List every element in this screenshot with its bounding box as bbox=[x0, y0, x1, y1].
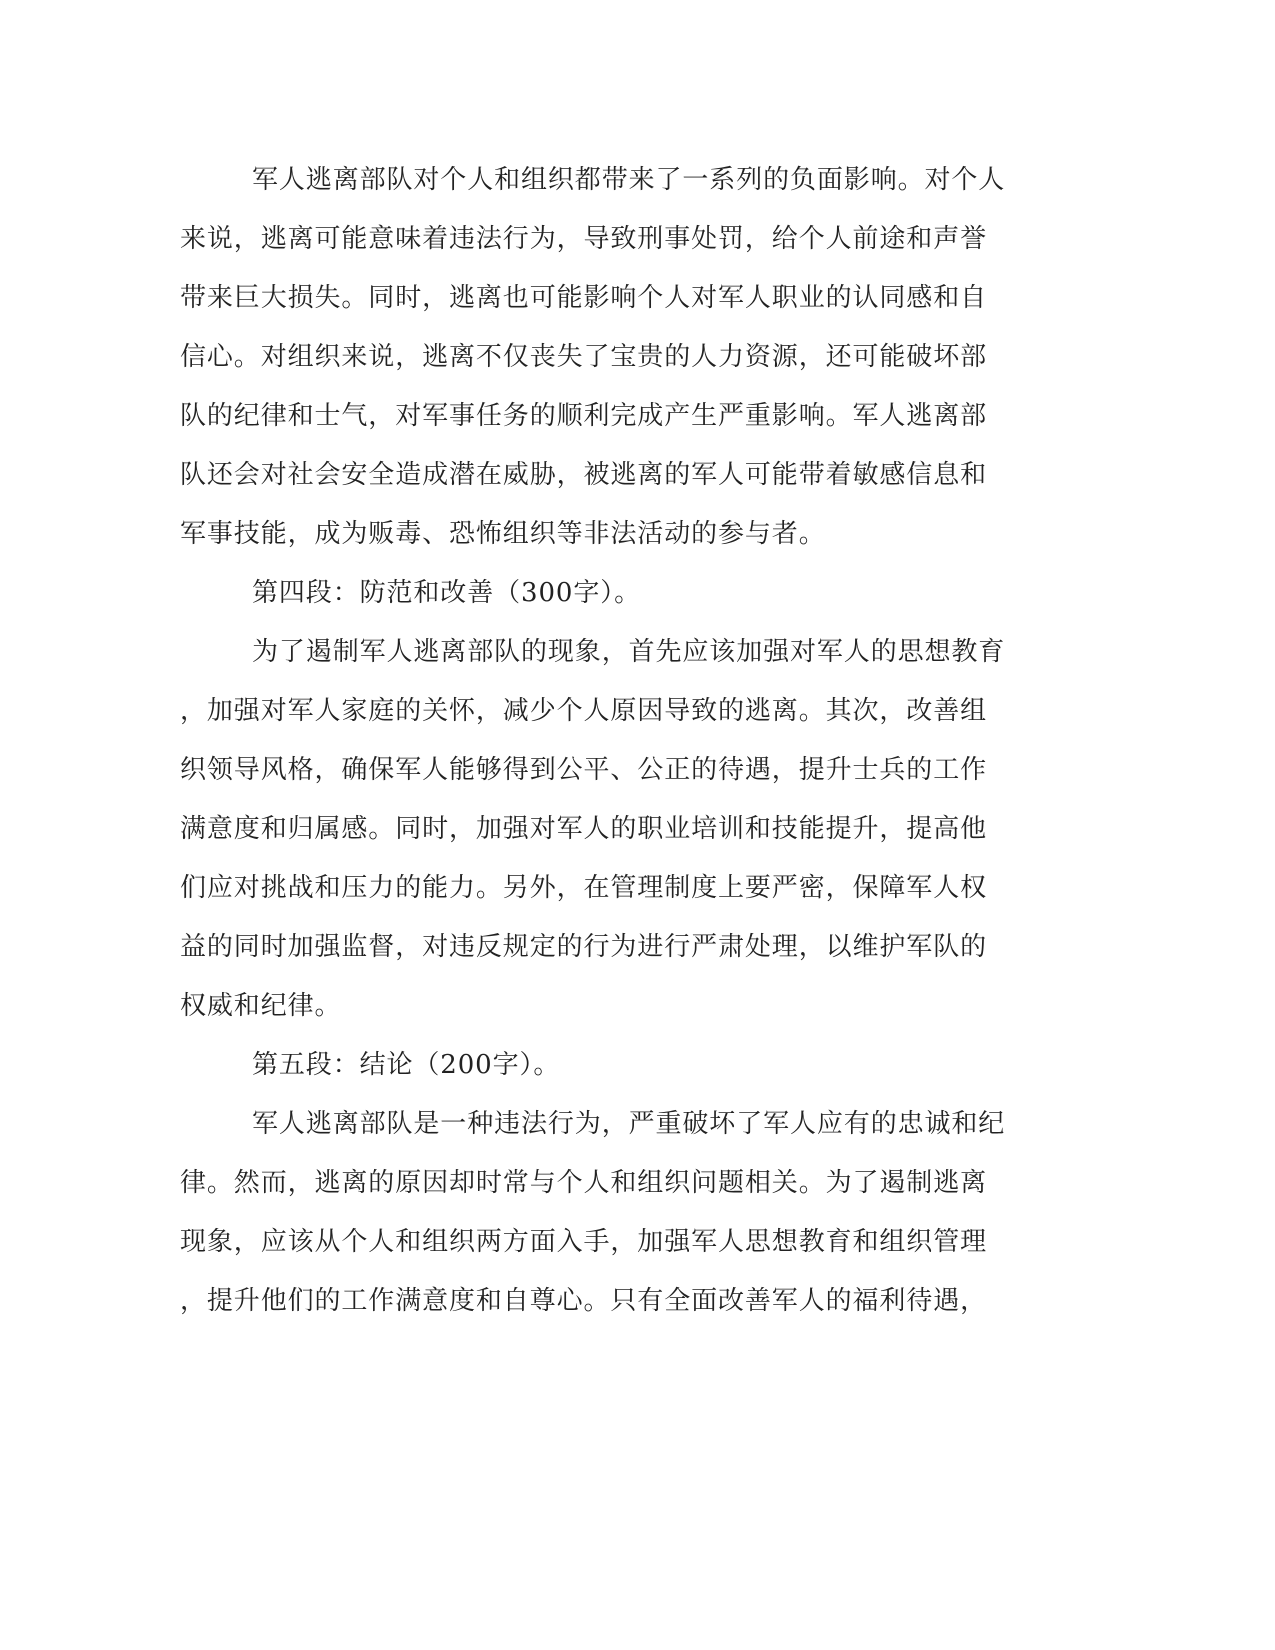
text-line: 军人逃离部队对个人和组织都带来了一系列的负面影响。对个人 bbox=[252, 165, 1006, 195]
text-line: 来说，逃离可能意味着违法行为，导致刑事处罚，给个人前途和声誉 bbox=[180, 224, 988, 254]
text-line: 为了遏制军人逃离部队的现象，首先应该加强对军人的思想教育 bbox=[252, 637, 1006, 667]
text-line: 队还会对社会安全造成潜在威胁，被逃离的军人可能带着敏感信息和 bbox=[180, 460, 988, 490]
text-line: 益的同时加强监督，对违反规定的行为进行严肃处理，以维护军队的 bbox=[180, 932, 988, 962]
section-heading: 第四段：防范和改善（300字）。 bbox=[252, 578, 642, 608]
section-heading: 第五段：结论（200字）。 bbox=[252, 1050, 561, 1080]
text-line: 律。然而，逃离的原因却时常与个人和组织问题相关。为了遏制逃离 bbox=[180, 1168, 988, 1198]
text-line: ，加强对军人家庭的关怀，减少个人原因导致的逃离。其次，改善组 bbox=[180, 696, 988, 726]
text-line: ，提升他们的工作满意度和自尊心。只有全面改善军人的福利待遇， bbox=[180, 1286, 988, 1316]
text-line: 带来巨大损失。同时，逃离也可能影响个人对军人职业的认同感和自 bbox=[180, 283, 988, 313]
text-line: 军人逃离部队是一种违法行为，严重破坏了军人应有的忠诚和纪 bbox=[252, 1109, 1006, 1139]
text-line: 满意度和归属感。同时，加强对军人的职业培训和技能提升，提高他 bbox=[180, 814, 988, 844]
text-line: 队的纪律和士气，对军事任务的顺利完成产生严重影响。军人逃离部 bbox=[180, 401, 988, 431]
text-line: 织领导风格，确保军人能够得到公平、公正的待遇，提升士兵的工作 bbox=[180, 755, 988, 785]
text-line: 军事技能，成为贩毒、恐怖组织等非法活动的参与者。 bbox=[180, 519, 826, 549]
text-line: 现象，应该从个人和组织两方面入手，加强军人思想教育和组织管理 bbox=[180, 1227, 988, 1257]
text-line: 信心。对组织来说，逃离不仅丧失了宝贵的人力资源，还可能破坏部 bbox=[180, 342, 988, 372]
text-line: 们应对挑战和压力的能力。另外，在管理制度上要严密，保障军人权 bbox=[180, 873, 988, 903]
text-line: 权威和纪律。 bbox=[180, 991, 342, 1021]
